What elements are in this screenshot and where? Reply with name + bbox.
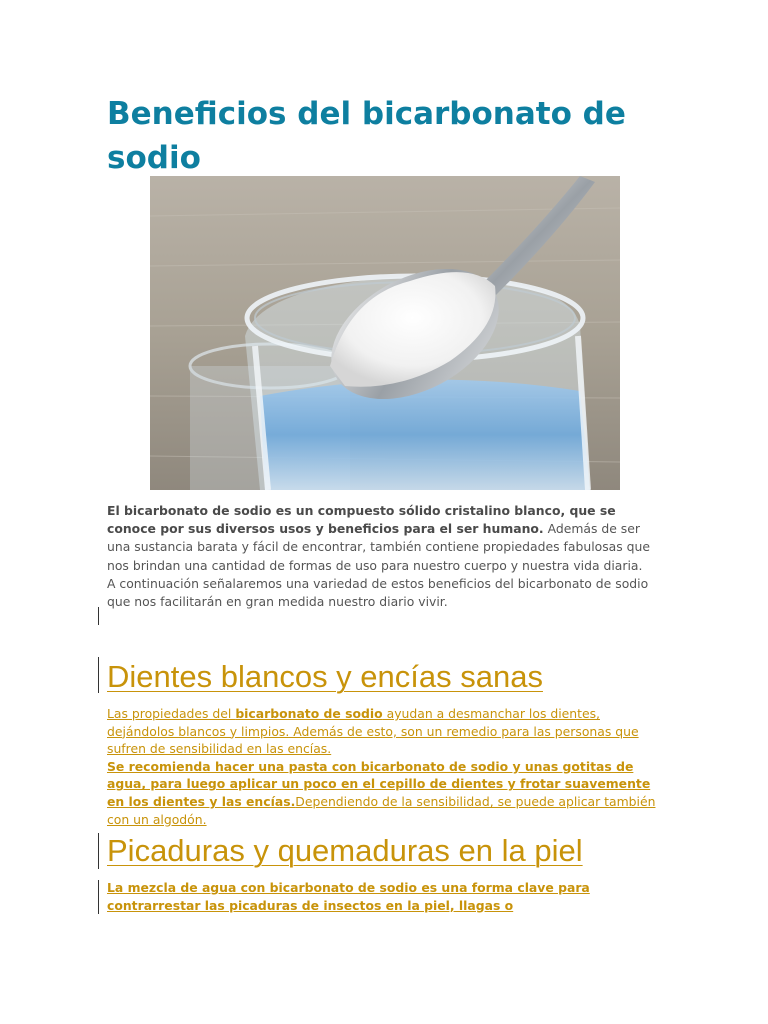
intro-paragraph [107, 502, 652, 611]
teeth-text-start[interactable]: Las propiedades del [107, 706, 236, 721]
text-cursor [98, 833, 99, 869]
page-title: Beneficios del bicarbonato de sodio [107, 96, 626, 176]
teeth-text-rest[interactable]: ayudan a desmanchar los dientes, dejándolos blancos y limpios. Además de esto, son un remedio para las personas que sufren de sensibilidad en las encías. [107, 706, 639, 757]
skin-text-bold[interactable]: La mezcla de agua con bicarbonato de sodio es una forma clave para contrarrestar las picaduras de insectos en la piel, llagas o [107, 880, 590, 913]
baking-soda-photo [150, 176, 620, 490]
teeth-text-bold[interactable]: bicarbonato de sodio [235, 706, 383, 721]
text-cursor [98, 880, 99, 914]
section-heading-skin[interactable]: Picaduras y quemaduras en la piel [107, 833, 583, 868]
teeth-tip-bold[interactable]: Se recomienda hacer una pasta con bicarbonato de sodio y unas gotitas de agua, para luego aplicar un poco en el cepillo de dientes y frotar suavemente en los dientes y las encías. [107, 758, 651, 809]
intro-bold-text: El bicarbonato de sodio es un compuesto sólido cristalino blanco, que se conoce por sus diversos usos y beneficios para el ser humano. [107, 503, 616, 537]
text-cursor [98, 607, 99, 625]
teeth-tip-rest[interactable]: Dependiendo de la sensibilidad, se puede aplicar también con un algodón. [107, 793, 656, 827]
section-heading-teeth[interactable]: Dientes blancos y encías sanas [107, 659, 543, 694]
text-cursor [98, 657, 99, 693]
section-paragraph-skin [107, 879, 667, 914]
section-paragraph-teeth [107, 705, 667, 828]
intro-text: Además de ser una sustancia barata y fácil de encontrar, también contiene propiedades fabulosas que nos brindan una cantidad de formas de uso para nuestro cuerpo y nuestra vida diaria. A continuación señalaremos una variedad de estos beneficios del bicarbonato de sodio que nos facilitarán en gran medida nuestro diario vivir. [107, 521, 651, 610]
